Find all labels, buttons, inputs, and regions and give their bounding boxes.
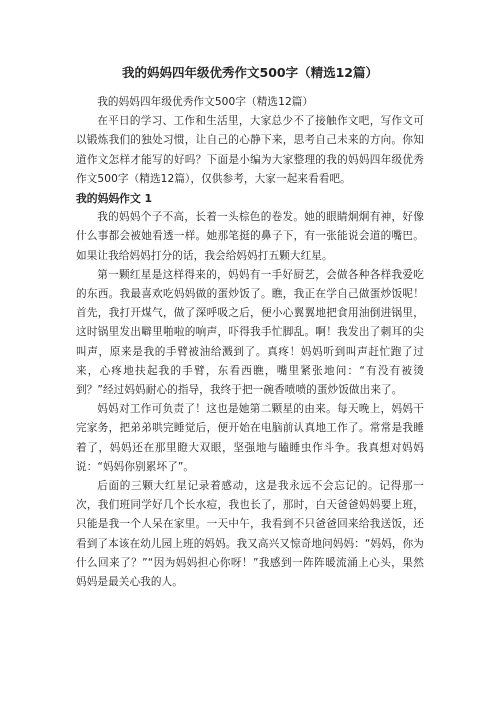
body-paragraph: 我的妈妈个子不高，长着一头棕色的卷发。她的眼睛炯炯有神，好像什么事都会被她看透一样。她那笔挺的鼻子下，有一张能说会道的嘴巴。如果让我给妈妈打分的话，我会给妈妈打五颗大红星。 xyxy=(76,211,424,262)
intro-paragraph: 在平日的学习、工作和生活里，大家总少不了接触作文吧，写作文可以锻炼我们的独处习惯，让自己的心静下来，思考自己未来的方向。你知道作文怎样才能写的好吗？下面是小编为大家整理的我的妈妈四年级优秀作文500字（精选12篇），仅供参考，大家一起来看看吧。 xyxy=(76,115,424,185)
body-paragraph: 妈妈对工作可负责了！这也是她第二颗星的由来。每天晚上，妈妈干完家务，把弟弟哄完睡觉后，便开始在电脑前认真地工作了。常常是我睡着了，妈妈还在那里瞪大双眼，坚强地与瞌睡虫作斗争。我真想对妈妈说：“妈妈你别累坏了”。 xyxy=(76,403,424,473)
intro-paragraph: 我的妈妈四年级优秀作文500字（精选12篇） xyxy=(97,96,314,108)
document-title: 我的妈妈四年级优秀作文500字（精选12篇） xyxy=(122,65,378,80)
body-paragraph: 第一颗红星是这样得来的，妈妈有一手好厨艺，会做各种各样我爱吃的东西。我最喜欢吃妈妈做的蛋炒饭了。瞧，我正在学自己做蛋炒饭呢！首先，我打开煤气，做了深呼吸之后，便小心翼翼地把食用油倒进锅里，这时锅里发出噼里啪啦的响声，吓得我手忙脚乱。啊！我发出了刺耳的尖叫声，原来是我的手臂被油给溅到了。真疼！妈妈听到叫声赶忙跑了过来，心疼地扶起我的手臂，东看西瞧，嘴里紧张地问：“有没有被烫到？”经过妈妈耐心的指导，我终于把一碗香喷喷的蛋炒饭做出来了。 xyxy=(76,268,424,397)
body-paragraph: 后面的三颗大红星记录着感动，这是我永远不会忘记的。记得那一次，我们班同学好几个长水痘，我也长了，那时，白天爸爸妈妈要上班，只能是我一个人呆在家里。一天中午，我看到不只爸爸回来给我送饭，还看到了本该在幼儿园上班的妈妈。我又高兴又惊奇地问妈妈：“妈妈，你为什么回来了？”“因为妈妈担心你呀！”我感到一阵阵暖流涌上心头，果然妈妈是最关心我的人。 xyxy=(76,480,424,589)
section-heading: 我的妈妈作文 1 xyxy=(76,192,153,206)
document-page xyxy=(76,0,424,702)
